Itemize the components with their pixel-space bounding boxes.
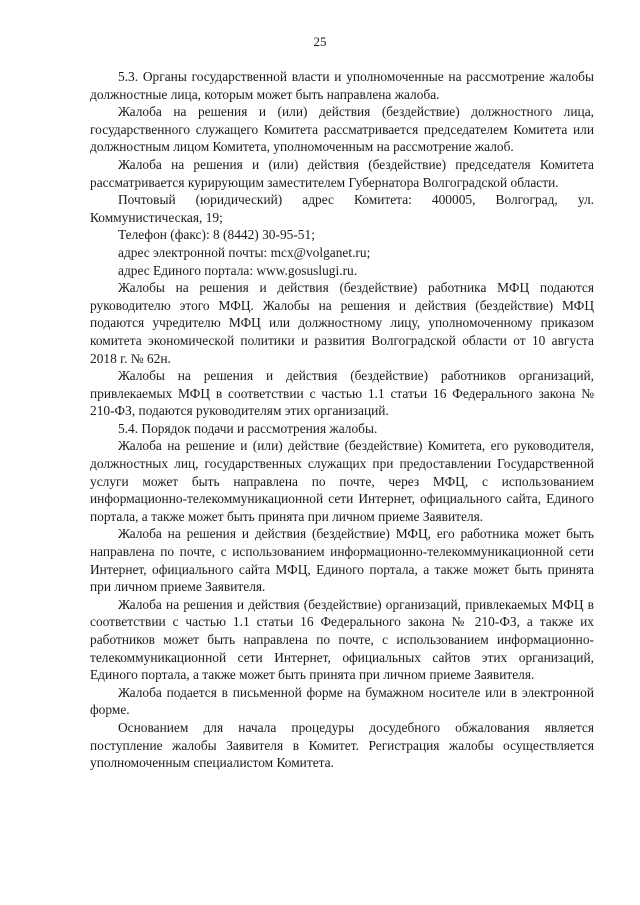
paragraph-mfc-complaint-channels: Жалоба на решения и действия (бездействие) МФЦ, его работника может быть направлена по почте, с использованием информационно-телекоммуникационной сети Интернет, официального сайта МФЦ, Единого портала, а также может быть принята при личном приеме Заявителя. [90, 526, 594, 595]
paragraph-mfc-complaints: Жалобы на решения и действия (бездействие) работника МФЦ подаются руководителю этого МФЦ. Жалобы на решения и действия (бездействие) МФЦ подаются учредителю МФЦ или должностному лицу, уполномоченному приказом комитета экономической политики и развития Волгоградской области от 10 августа 2018 г. № 62н. [90, 280, 594, 366]
paragraph-5-3-heading: 5.3. Органы государственной власти и уполномоченные на рассмотрение жалобы должностные лица, которым может быть направлена жалоба. [90, 69, 594, 102]
page-number: 25 [313, 34, 327, 49]
paragraph-complaint-form: Жалоба подается в письменной форме на бумажном носителе или в электронной форме. [90, 684, 594, 718]
paragraph-email: адрес электронной почты: mcx@volganet.ru; [118, 244, 371, 260]
paragraph-portal: адрес Единого портала: www.gosuslugi.ru. [118, 262, 358, 278]
paragraph-organizations-complaints: Жалобы на решения и действия (бездействие) работников организаций, привлекаемых МФЦ в соответствии с частью 1.1 статьи 16 Федерального закона № 210-ФЗ, подаются руководителям этих организаций. [90, 368, 594, 419]
paragraph-postal-address: Почтовый (юридический) адрес Комитета: 400005, Волгоград, ул. Коммунистическая, 19; [90, 192, 594, 225]
paragraph-complaint-official: Жалоба на решения и (или) действия (бездействие) должностного лица, государственного служащего Комитета рассматривается председателем Комитета или должностным лицом Комитета, уполномоченным на рассмотрение жалоб. [90, 104, 594, 155]
paragraph-committee-complaint-channels: Жалоба на решение и (или) действие (бездействие) Комитета, его руководителя, должностных лиц, государственных служащих при предоставлении Государственной услуги может быть направлена по почте, через МФЦ, с использованием информационно-телекоммуникационной сети Интернет, официального сайта, Единого портала, а также может быть принята при личном приеме Заявителя. [90, 438, 594, 524]
paragraph-complaint-chairman: Жалоба на решения и (или) действия (бездействие) председателя Комитета рассматривается курирующим заместителем Губернатора Волгоградской области. [90, 156, 594, 190]
document-body [90, 68, 594, 772]
paragraph-organizations-complaint-channels: Жалоба на решения и действия (бездействие) организаций, привлекаемых МФЦ в соответствии с частью 1.1 статьи 16 Федерального закона № 210-ФЗ, а также их работников может быть направлена по почте, с использованием информационно-телекоммуникационной сети Интернет, официальных сайтов этих организаций, Единого портала, а также может быть принята при личном приеме Заявителя. [90, 596, 594, 683]
paragraph-phone: Телефон (факс): 8 (8442) 30-95-51; [118, 227, 315, 243]
paragraph-5-4-heading: 5.4. Порядок подачи и рассмотрения жалобы. [118, 420, 378, 436]
paragraph-grounds-for-appeal: Основанием для начала процедуры досудебного обжалования является поступление жалобы Заявителя в Комитет. Регистрация жалобы осуществляется уполномоченным специалистом Комитета. [90, 719, 594, 771]
